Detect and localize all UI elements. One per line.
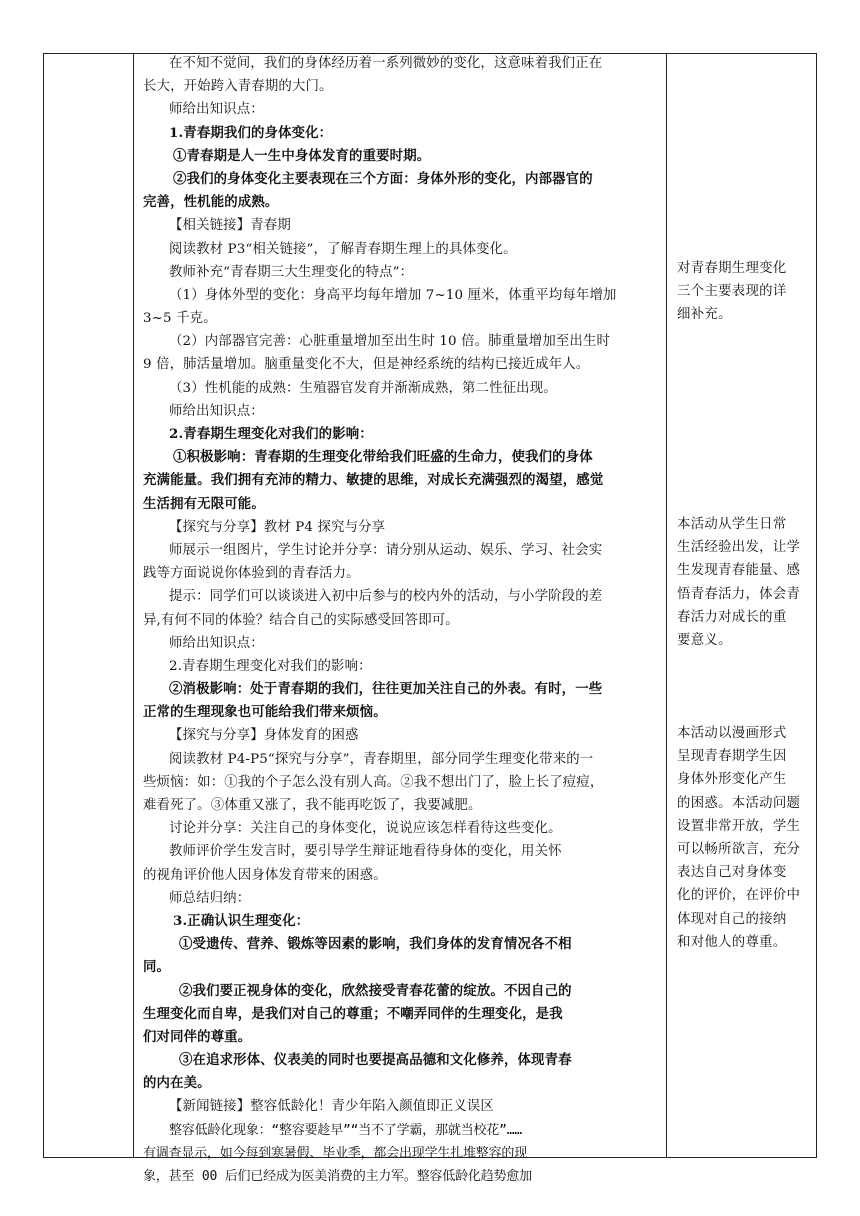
note-line: 化的评价，在评价中 <box>677 888 801 904</box>
design-intent-column <box>677 54 811 1157</box>
text-line: 完善，性机能的成熟。 <box>143 194 279 211</box>
text-line: 阅读教材 P3“相关链接”，了解青春期生理上的具体变化。 <box>169 241 517 257</box>
text-line: 3.正确认识生理变化： <box>173 912 310 929</box>
text-line: 3~5 千克。 <box>143 311 217 327</box>
text-line: ①青春期是人一生中身体发育的重要时期。 <box>173 147 431 164</box>
note-line: 表达自己对身体变 <box>677 865 787 881</box>
text-line: ②消极影响：处于青春期的我们，往往更加关注自己的外表。有时，一些 <box>169 681 603 698</box>
text-line: ③在追求形体、仪表美的同时也要提高品德和文化修养，体现青春 <box>179 1052 572 1069</box>
note-line: 身体外形变化产生 <box>677 772 787 788</box>
text-line: 9 倍，肺活量增加。脑重量变化不大，但是神经系统的结构已接近成年人。 <box>143 357 590 373</box>
design-note-3 <box>677 722 811 954</box>
text-line: 师给出知识点： <box>169 635 264 651</box>
text-line: 难看死了。③体重又涨了，我不能再吃饭了，我要减肥。 <box>143 798 482 813</box>
text-line: 正常的生理现象也可能给我们带来烦恼。 <box>143 704 387 721</box>
note-line: 体现对自己的接纳 <box>677 911 787 927</box>
text-line: 的视角评价他人因身体发育带来的困惑。 <box>143 867 387 883</box>
design-note-2 <box>677 513 811 652</box>
text-line: 的内在美。 <box>143 1075 211 1092</box>
note-line: 悟青春活力，体会青 <box>677 586 801 602</box>
text-line: 有调查显示，如今每到寒暑假、毕业季，都会出现学生扎堆整容的现 <box>143 1145 528 1161</box>
text-line: 【探究与分享】教材 P4 探究与分享 <box>169 519 386 535</box>
note-line: 设置非常开放，学生 <box>677 818 801 834</box>
text-line: 【相关链接】青春期 <box>169 218 291 234</box>
text-line: 教师补充“青春期三大生理变化的特点”： <box>169 264 414 280</box>
text-line: （2）内部器官完善：心脏重量增加至出生时 10 倍。肺重量增加至出生时 <box>169 334 611 350</box>
text-line: 师给出知识点： <box>169 403 264 419</box>
note-line: 对青春期生理变化 <box>677 261 787 276</box>
design-note-1 <box>677 257 811 327</box>
note-line: 和对他人的尊重。 <box>677 934 787 950</box>
text-line: 师展示一组图片，学生讨论并分享：请分别从运动、娱乐、学习、社会实 <box>169 542 603 558</box>
text-line: ①受遗传、营养、锻炼等因素的影响，我们身体的发育情况各不相 <box>179 936 572 953</box>
text-line: 践等方面说说你体验到的青春活力。 <box>143 566 360 582</box>
teaching-process-column <box>143 52 665 1184</box>
text-line: 些烦恼：如：①我的个子怎么没有别人高。②我不想出门了，脸上长了痘痘， <box>143 774 604 790</box>
note-line: 本活动从学生日常 <box>677 517 787 532</box>
text-line: （3）性机能的成熟：生殖器官发育并渐渐成熟，第二性征出现。 <box>169 380 557 396</box>
text-line: ②我们的身体变化主要表现在三个方面：身体外形的变化，内部器官的 <box>173 170 593 187</box>
text-line: 异,有何不同的体验？结合自己的实际感受回答即可。 <box>143 612 459 628</box>
text-line: 【新闻链接】整容低龄化！青少年陷入颜值即正义误区 <box>169 1099 494 1115</box>
text-line: 【探究与分享】身体发育的困惑 <box>169 728 359 744</box>
text-line: 讨论并分享：关注自己的身体变化，说说应该怎样看待这些变化。 <box>169 821 562 837</box>
note-line: 呈现青春期学生因 <box>677 749 787 765</box>
text-line: （1）身体外型的变化：身高平均每年增加 7~10 厘米，体重平均每年增加 <box>169 287 617 303</box>
note-line: 生活经验出发，让学 <box>677 540 801 556</box>
note-line: 细补充。 <box>677 307 732 323</box>
text-line: 整容低龄化现象：“整容要趁早”“当不了学霸，那就当校花”…… <box>169 1122 522 1138</box>
note-line: 的困惑。本活动问题 <box>677 795 801 811</box>
note-line: 要意义。 <box>677 632 732 648</box>
text-line: 提示：同学们可以谈谈进入初中后参与的校内外的活动，与小学阶段的差 <box>169 589 603 605</box>
note-line: 生发现青春能量、感 <box>677 563 801 579</box>
note-line: 本活动以漫画形式 <box>677 726 787 741</box>
text-line: ①积极影响：青春期的生理变化带给我们旺盛的生命力，使我们的身体 <box>173 449 593 466</box>
text-line: 充满能量。我们拥有充沛的精力、敏捷的思维，对成长充满强烈的渴望，感觉 <box>143 472 604 489</box>
text-line: 师给出知识点： <box>169 102 264 118</box>
text-line: 象，甚至 00 后们已经成为医美消费的主力军。整容低龄化趋势愈加 <box>143 1169 532 1184</box>
text-line: 生理变化而自卑，是我们对自己的尊重；不嘲弄同伴的生理变化，是我 <box>143 1005 563 1022</box>
text-line: 1.青春期我们的身体变化： <box>169 124 333 141</box>
note-line: 三个主要表现的详 <box>677 284 787 300</box>
text-line: 教师评价学生发言时，要引导学生辩证地看待身体的变化，用关怀 <box>169 844 562 860</box>
text-line: 阅读教材 P4-P5“探究与分享”，青春期里，部分同学生理变化带来的一 <box>169 751 594 767</box>
text-line: 生活拥有无限可能。 <box>143 495 265 512</box>
text-line: ②我们要正视身体的变化，欣然接受青春花蕾的绽放。不因自己的 <box>179 982 572 999</box>
text-line: 2.青春期生理变化对我们的影响： <box>169 658 372 674</box>
text-line: 们对同伴的尊重。 <box>143 1028 252 1045</box>
note-line: 春活力对成长的重 <box>677 609 787 625</box>
column-divider-left <box>133 54 134 1157</box>
text-line: 同。 <box>143 959 171 976</box>
text-line: 长大，开始跨入青春期的大门。 <box>143 79 333 95</box>
text-line: 在不知不觉间，我们的身体经历着一系列微妙的变化，这意味着我们正在 <box>169 56 603 71</box>
text-line: 师总结归纳： <box>169 890 251 906</box>
column-divider-right <box>666 54 667 1157</box>
text-line: 2.青春期生理变化对我们的影响： <box>169 426 373 442</box>
lesson-table <box>43 53 817 1184</box>
note-line: 可以畅所欲言，充分 <box>677 841 801 857</box>
